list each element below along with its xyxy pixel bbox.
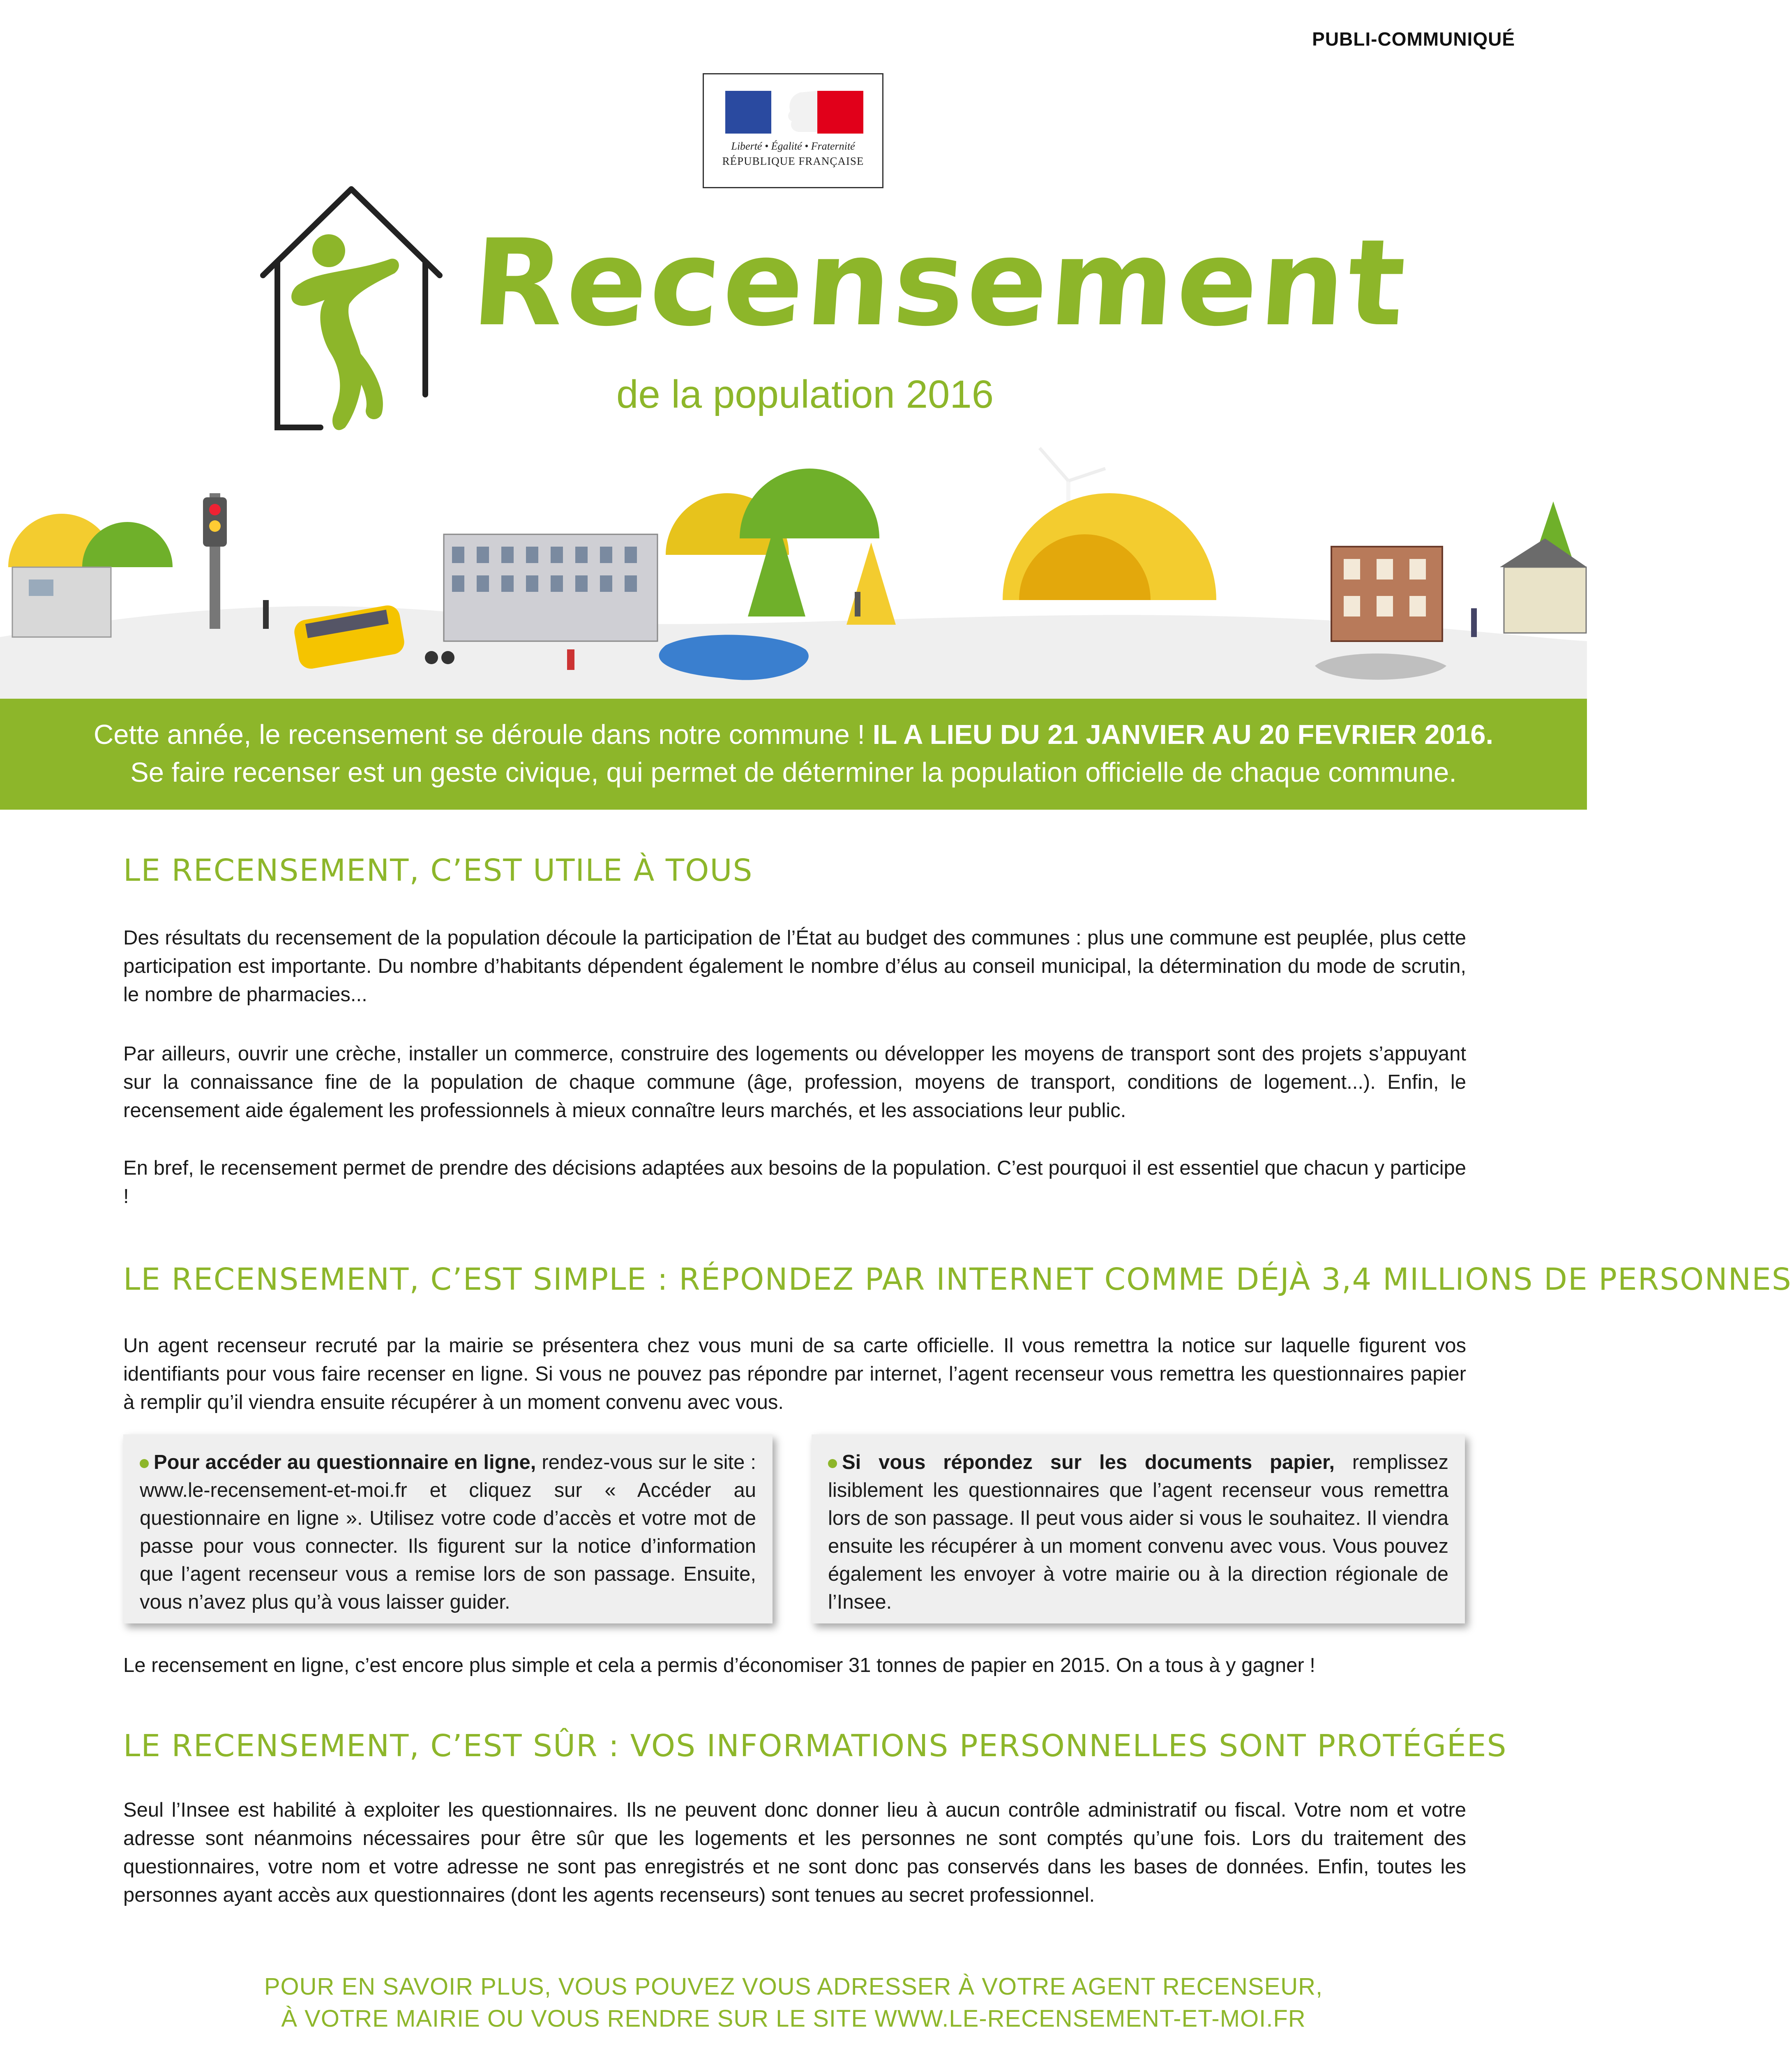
- paper-box-lead: Si vous répondez sur les documents papier,: [842, 1451, 1335, 1473]
- bullet-icon: [828, 1459, 837, 1468]
- republique-motto: Liberté • Égalité • Fraternité: [731, 140, 855, 152]
- cta-line-2: À VOTRE MAIRIE OU VOUS RENDRE SUR LE SITE WWW.LE-RECENSEMENT-ET-MOI.FR: [281, 2005, 1306, 2032]
- section-simple-paragraph-1: Un agent recenseur recruté par la mairie se présentera chez vous muni de sa carte officielle. Il vous remettra la notice sur laquelle figurent vos identifiants pour vous faire recenser en ligne. Si vous ne pouvez pas répondre par internet, l’agent recenseur vous remettra les questionnaires papier à remplir qu’il viendra ensuite récupérer à un moment convenu avec vous.: [123, 1335, 1466, 1413]
- section-utile-paragraph-1: Des résultats du recensement de la population découle la participation de l’État au budget des communes : plus une commune est peuplée, plus cette participation est importante. Du nombre d’habitants dépendent également le nombre d’élus au conseil municipal, la détermination du mode de scrutin, le nombre de pharmacies...: [123, 927, 1466, 1006]
- online-questionnaire-box: [123, 1434, 773, 1623]
- banner-line-1: [0, 699, 1587, 754]
- paper-questionnaire-box: [812, 1434, 1465, 1623]
- paper-box-text: remplissez lisiblement les questionnaires que l’agent recenseur vous remettra lors de son passage. Il peut vous aider si vous le souhaitez. Il viendra ensuite les récupérer à un moment convenu avec vous. Vous pouvez également les envoyer à votre mairie ou à la direction régionale de l’Insee.: [828, 1451, 1448, 1613]
- tricolor-flag-icon: [725, 91, 863, 134]
- section-simple-paragraph-2: Le recensement en ligne, c’est encore plus simple et cela a permis d’économiser 31 tonnes de papier en 2015. On a tous à y gagner !: [123, 1654, 1315, 1676]
- section-utile-heading: LE RECENSEMENT, C’EST UTILE À TOUS: [123, 853, 753, 888]
- cta-line-1: POUR EN SAVOIR PLUS, VOUS POUVEZ VOUS ADRESSER À VOTRE AGENT RECENSEUR,: [264, 1973, 1323, 2000]
- section-sur-heading: LE RECENSEMENT, C’EST SÛR : VOS INFORMATIONS PERSONNELLES SONT PROTÉGÉES: [123, 1728, 1507, 1764]
- republique-francaise-logo: [703, 73, 883, 188]
- date-banner: [0, 699, 1587, 810]
- republique-name: RÉPUBLIQUE FRANÇAISE: [722, 155, 864, 167]
- banner-dates: IL A LIEU DU 21 JANVIER AU 20 FEVRIER 2016.: [872, 719, 1494, 750]
- section-sur-paragraph-1: Seul l’Insee est habilité à exploiter les questionnaires. Ils ne peuvent donc donner lieu à aucun contrôle administratif ou fiscal. Votre nom et votre adresse sont néanmoins nécessaires pour être sûr que les logements et les personnes ne sont comptés qu’une fois. Lors du traitement des questionnaires, votre nom et votre adresse ne sont pas enregistrés et ne sont donc pas conservés dans les bases de données. Enfin, toutes les personnes ayant accès aux questionnaires (dont les agents recenseurs) sont tenues au secret professionnel.: [123, 1799, 1466, 1906]
- online-box-lead: Pour accéder au questionnaire en ligne,: [154, 1451, 536, 1473]
- hero-title: Recensement: [468, 214, 1412, 353]
- house-mascot-icon: [255, 181, 448, 444]
- hero-subtitle: de la population 2016: [616, 372, 994, 416]
- section-utile-paragraph-2: Par ailleurs, ouvrir une crèche, installer un commerce, construire des logements ou développer les moyens de transport sont des projets s’appuyant sur la connaissance fine de la population de chaque commune (âge, profession, moyens de transport, conditions de logement...). Enfin, le recensement aide également les professionnels à mieux connaître leurs marchés, et les associations leur public.: [123, 1043, 1466, 1122]
- banner-line-2: Se faire recenser est un geste civique, qui permet de déterminer la population officielle de chaque commune.: [130, 757, 1457, 788]
- banner-intro: Cette année, le recensement se déroule dans notre commune !: [93, 719, 873, 750]
- section-utile-paragraph-3: En bref, le recensement permet de prendre des décisions adaptées aux besoins de la population. C’est pourquoi il est essentiel que chacun y participe !: [123, 1157, 1466, 1208]
- online-box-text: rendez-vous sur le site : www.le-recensement-et-moi.fr et cliquez sur « Accéder au questionnaire en ligne ». Utilisez votre code d’accès et votre mot de passe pour vous connecter. Ils figurent sur la notice d’information que l’agent recenseur vous a remise lors de son passage. Ensuite, vous n’avez plus qu’à vous laisser guider.: [140, 1451, 756, 1613]
- bullet-icon: [140, 1459, 149, 1468]
- publi-communique-label: PUBLI-COMMUNIQUÉ: [1312, 28, 1515, 50]
- town-illustration: [0, 444, 1587, 699]
- section-simple-heading: LE RECENSEMENT, C’EST SIMPLE : RÉPONDEZ PAR INTERNET COMME DÉJÀ 3,4 MILLIONS DE PERSONNES: [123, 1262, 1792, 1297]
